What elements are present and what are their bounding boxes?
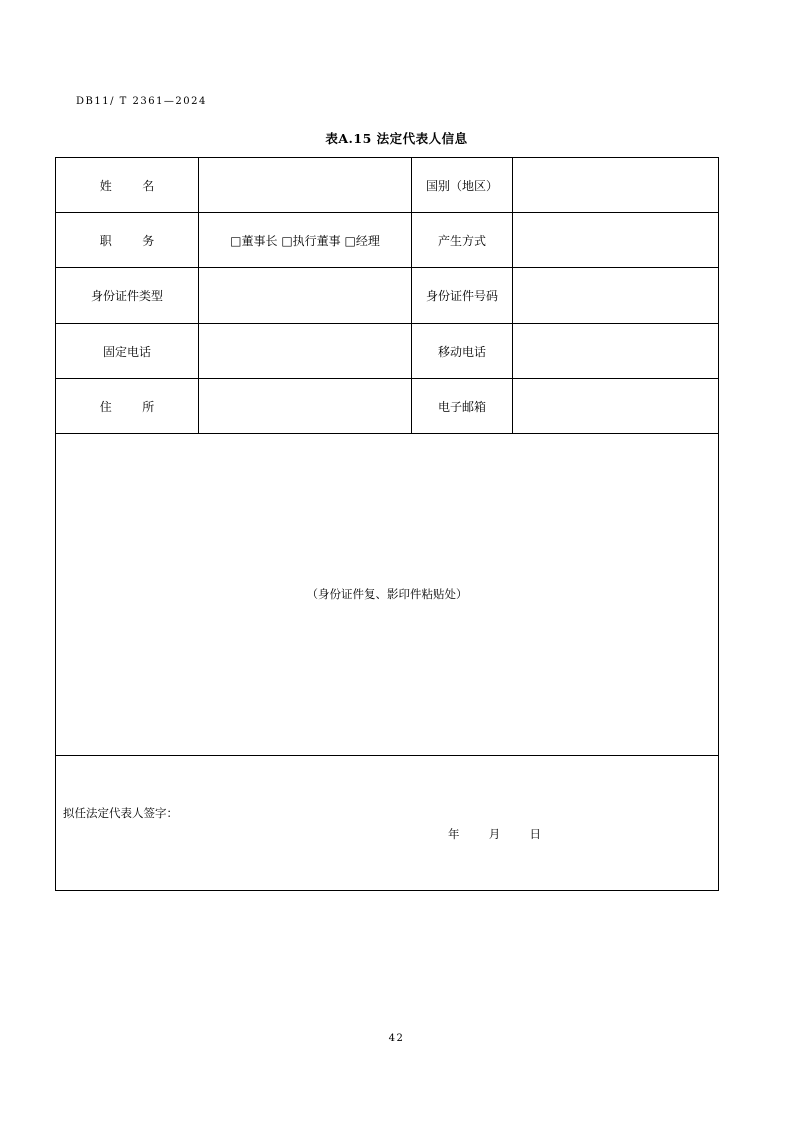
id-type-label: 身份证件类型 bbox=[90, 289, 163, 303]
landline-label: 固定电话 bbox=[102, 344, 151, 359]
nationality-field[interactable] bbox=[513, 158, 718, 212]
grid-line bbox=[56, 755, 718, 756]
id-number-field[interactable] bbox=[513, 268, 718, 323]
name-field[interactable] bbox=[199, 158, 411, 212]
grid-line bbox=[56, 433, 718, 434]
email-field[interactable] bbox=[513, 379, 718, 433]
signature-label: 拟任法定代表人签字： bbox=[63, 806, 178, 820]
name-label: 姓 名 bbox=[99, 178, 155, 193]
signature-date: 年 月 日 bbox=[448, 827, 541, 841]
id-type-field[interactable] bbox=[199, 268, 411, 323]
page-number: 42 bbox=[388, 1033, 405, 1044]
id-copy-paste-area: （身份证件复、影印件粘贴处） bbox=[306, 587, 468, 601]
address-label: 住 所 bbox=[99, 399, 155, 414]
mobile-field[interactable] bbox=[513, 324, 718, 378]
landline-field[interactable] bbox=[199, 324, 411, 378]
appointment-method-label: 产生方式 bbox=[437, 233, 486, 248]
mobile-label: 移动电话 bbox=[437, 344, 486, 359]
legal-representative-form bbox=[55, 157, 719, 891]
appointment-method-field[interactable] bbox=[513, 213, 718, 267]
standard-code: DB11/ T 2361—2024 bbox=[76, 96, 207, 107]
email-label: 电子邮箱 bbox=[437, 399, 486, 414]
address-field[interactable] bbox=[199, 379, 411, 433]
position-options[interactable]: □董事长 □执行董事 □经理 bbox=[230, 233, 380, 248]
table-title: 表A.15 法定代表人信息 bbox=[325, 131, 468, 146]
nationality-label: 国别（地区） bbox=[425, 178, 498, 193]
position-label: 职 务 bbox=[99, 233, 155, 248]
id-number-label: 身份证件号码 bbox=[425, 289, 498, 303]
